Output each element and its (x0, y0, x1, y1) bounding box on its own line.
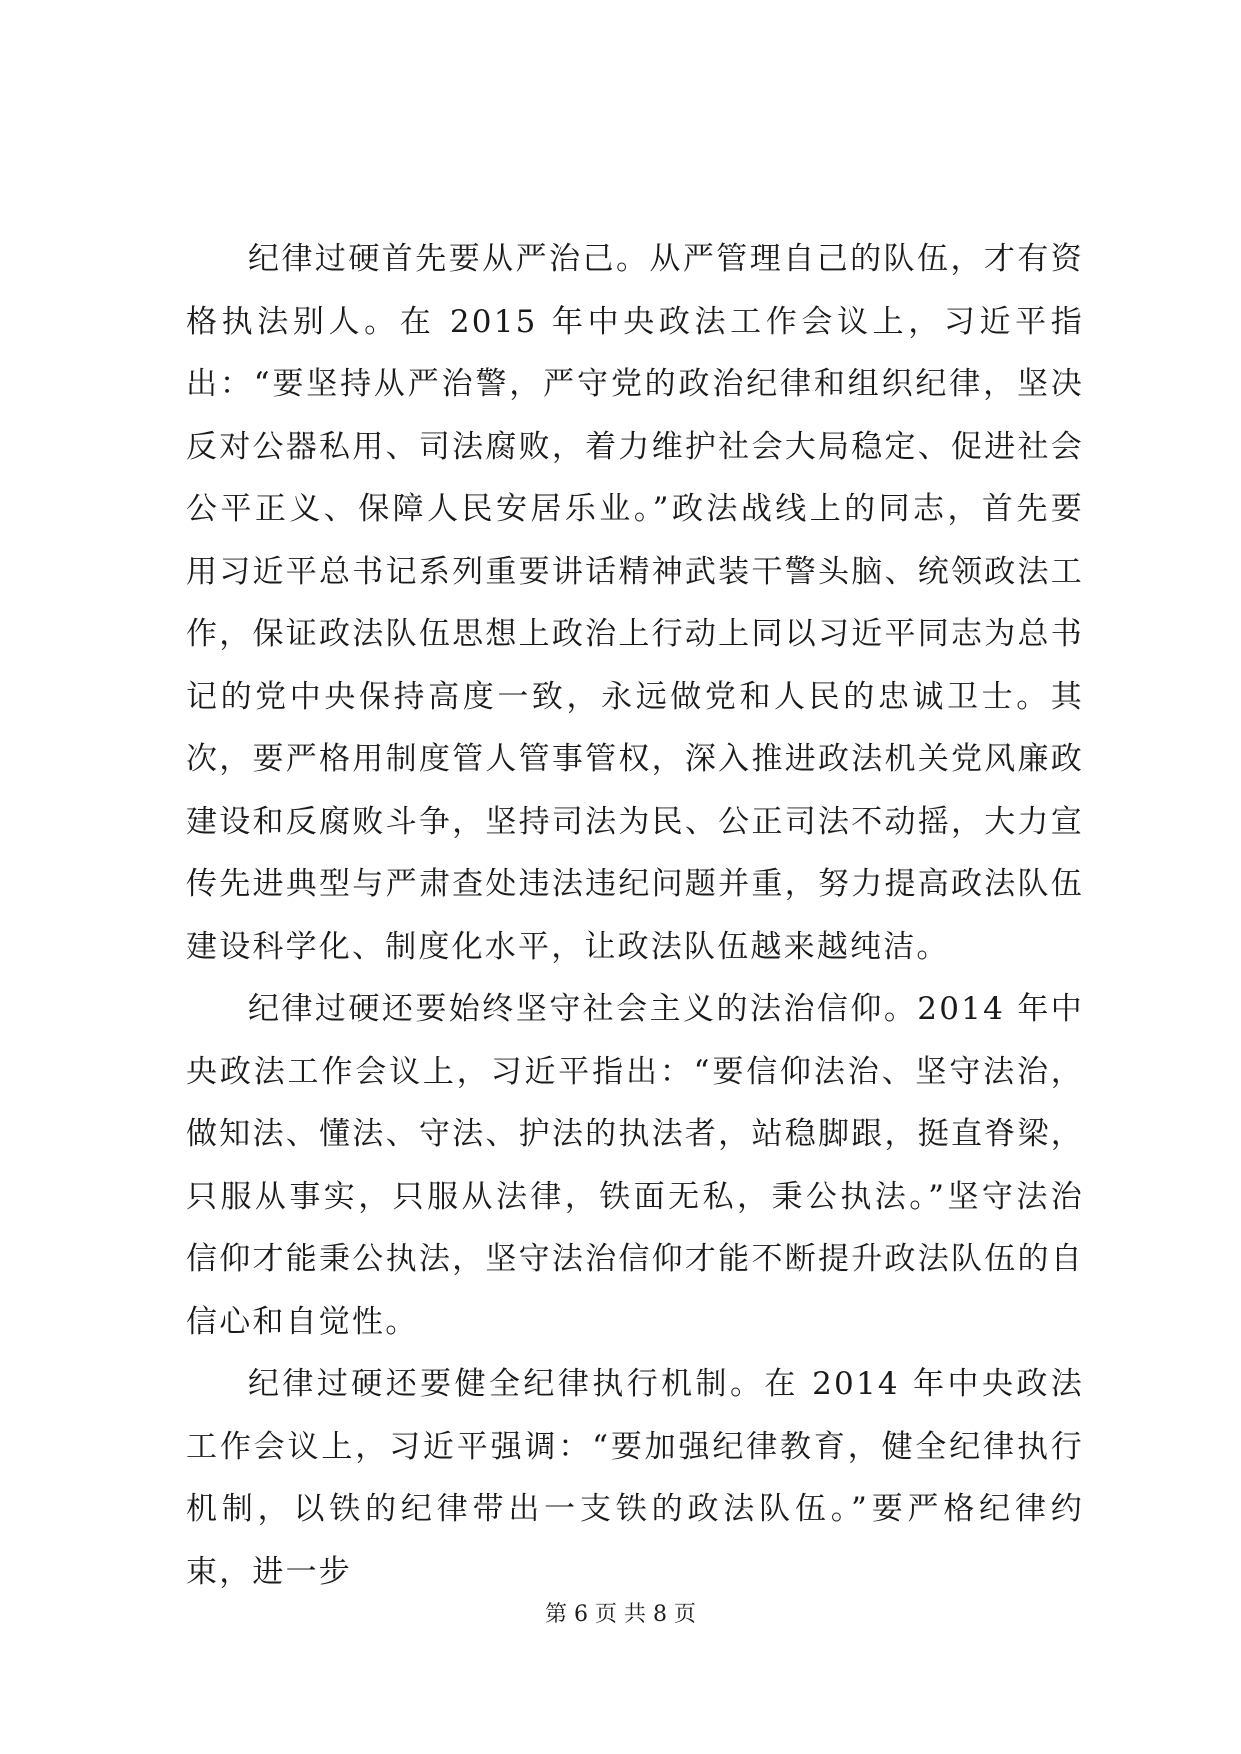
paragraph-3: 纪律过硬还要健全纪律执行机制。在 2014 年中央政法工作会议上，习近平强调：“要加强纪律教育，健全纪律执行机制，以铁的纪律带出一支铁的政法队伍。”要严格纪律约束，进一步 (186, 1366, 1084, 1590)
body-text (186, 228, 1084, 1603)
paragraph-2: 纪律过硬还要始终坚守社会主义的法治信仰。2014 年中央政法工作会议上，习近平指出：“要信仰法治、坚守法治，做知法、懂法、守法、护法的执法者，站稳脚跟，挺直脊梁，只服从事实，只服从法律，铁面无私，秉公执法。”坚守法治信仰才能秉公执法，坚守法治信仰才能不断提升政法队伍的自信心和自觉性。 (186, 991, 1084, 1340)
paragraph-1: 纪律过硬首先要从严治己。从严管理自己的队伍，才有资格执法别人。在 2015 年中央政法工作会议上，习近平指出：“要坚持从严治警，严守党的政治纪律和组织纪律，坚决反对公器私用、司法腐败，着力维护社会大局稳定、促进社会公平正义、保障人民安居乐业。”政法战线上的同志，首先要用习近平总书记系列重要讲话精神武装干警头脑、统领政法工作，保证政法队伍思想上政治上行动上同以习近平同志为总书记的党中央保持高度一致，永远做党和人民的忠诚卫士。其次，要严格用制度管人管事管权，深入推进政法机关党风廉政建设和反腐败斗争，坚持司法为民、公正司法不动摇，大力宣传先进典型与严肃查处违法违纪问题并重，努力提高政法队伍建设科学化、制度化水平，让政法队伍越来越纯洁。 (186, 241, 1084, 965)
page-number-footer: 第 6 页 共 8 页 (545, 1602, 696, 1627)
